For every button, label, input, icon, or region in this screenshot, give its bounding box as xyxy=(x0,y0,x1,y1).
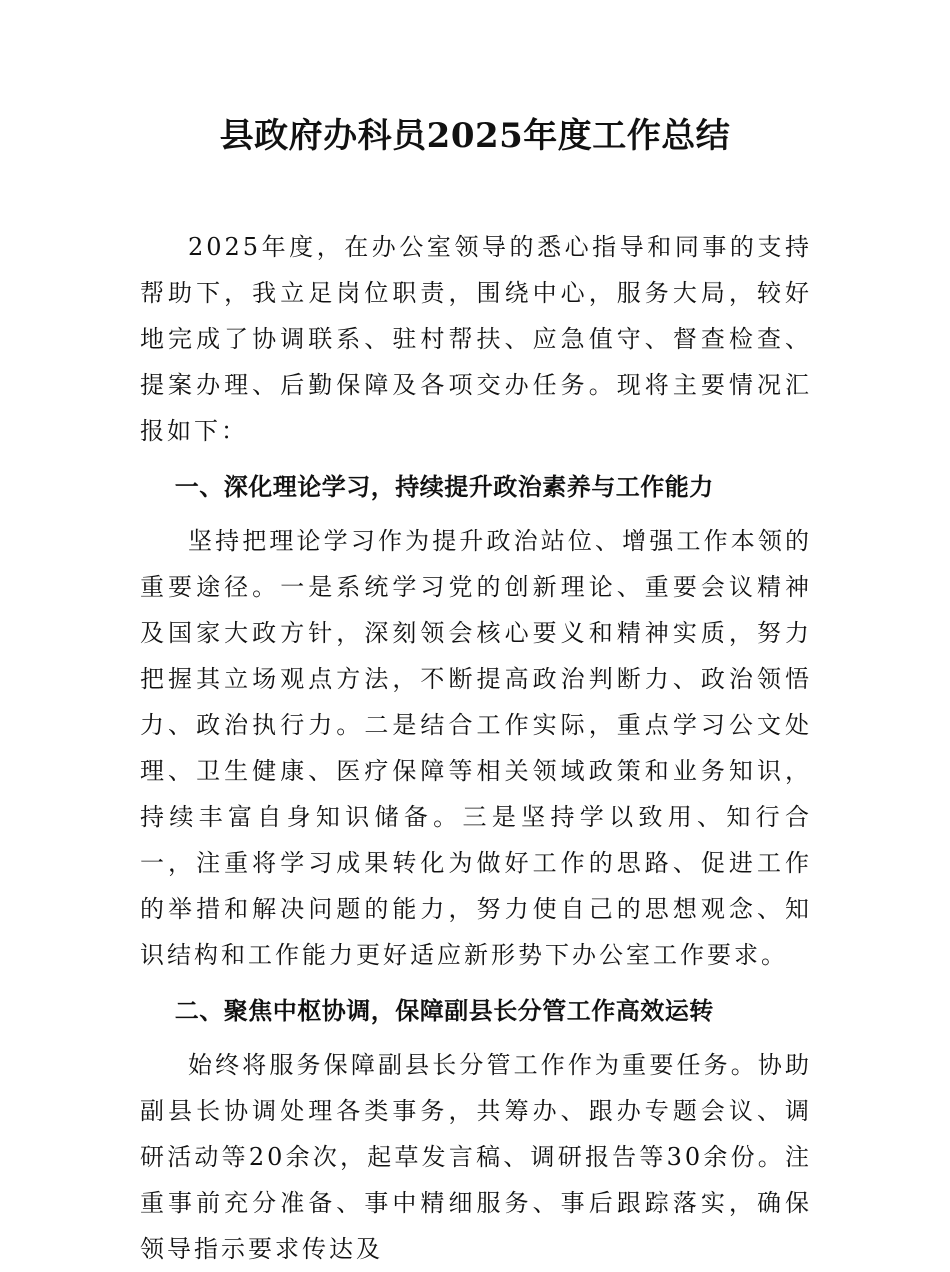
section-1-heading: 一、深化理论学习，持续提升政治素养与工作能力 xyxy=(174,473,714,501)
section-2-heading: 二、聚焦中枢协调，保障副县长分管工作高效运转 xyxy=(174,997,714,1025)
intro-paragraph: 2025年度，在办公室领导的悉心指导和同事的支持帮助下，我立足岗位职责，围绕中心，服务大局，较好地完成了协调联系、驻村帮扶、应急值守、督查检查、提案办理、后勤保障及各项交办任务。现将主要情况汇报如下： xyxy=(140,233,812,445)
section-1-paragraph: 坚持把理论学习作为提升政治站位、增强工作本领的重要途径。一是系统学习党的创新理论、重要会议精神及国家大政方针，深刻领会核心要义和精神实质，努力把握其立场观点方法，不断提高政治判断力、政治领悟力、政治执行力。二是结合工作实际，重点学习公文处理、卫生健康、医疗保障等相关领域政策和业务知识，持续丰富自身知识储备。三是坚持学以致用、知行合一，注重将学习成果转化为做好工作的思路、促进工作的举措和解决问题的能力，努力使自己的思想观念、知识结构和工作能力更好适应新形势下办公室工作要求。 xyxy=(140,527,812,969)
document-body xyxy=(140,224,812,1272)
document-title: 县政府办科员2025年度工作总结 xyxy=(219,116,731,156)
section-2-paragraph: 始终将服务保障副县长分管工作作为重要任务。协助副县长协调处理各类事务，共筹办、跟办专题会议、调研活动等20余次，起草发言稿、调研报告等30余份。注重事前充分准备、事中精细服务、事后跟踪落实，确保领导指示要求传达及 xyxy=(140,1051,812,1263)
